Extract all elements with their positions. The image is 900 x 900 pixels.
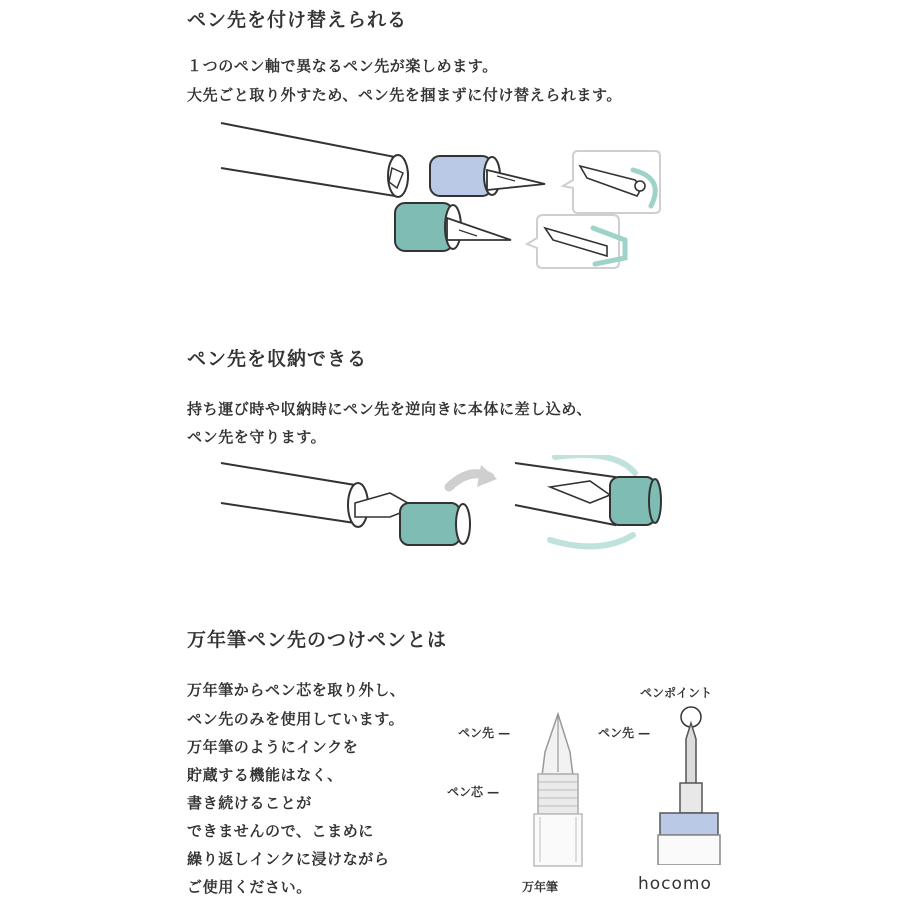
label-pen-core: ペン芯 — [447, 785, 500, 799]
section3-line-1: 万年筆からペン芯を取り外し、 [187, 681, 406, 699]
fountain-pen-illustration [520, 712, 595, 867]
label-fountain-pen: 万年筆 [522, 880, 559, 894]
nib-swap-illustration [215, 118, 675, 278]
section2-title: ペン先を収納できる [187, 348, 368, 370]
label-pen-point: ペンポイント [640, 686, 713, 700]
hocomo-pen-illustration [650, 705, 725, 865]
label-hocomo: hocomo [638, 874, 712, 894]
blue-nib-unit [430, 156, 545, 196]
label-pen-tip-right: ペン先 — [598, 726, 651, 740]
section1-title: ペン先を付け替えられる [187, 9, 408, 31]
pen-body-stored [515, 455, 661, 546]
pen-body [221, 123, 408, 197]
section3-line-6: できませんので、こまめに [187, 822, 374, 840]
section1-line-2: 大先ごと取り外すため、ペン先を掴まずに付け替えられます。 [187, 86, 623, 104]
section3-line-7: 繰り返しインクに浸けながら [187, 850, 390, 868]
section2-line-1: 持ち運び時や収納時にペン先を逆向きに本体に差し込め、 [187, 400, 593, 418]
section2-line-2: ペン先を守ります。 [187, 428, 327, 446]
section3-title: 万年筆ペン先のつけペンとは [187, 629, 448, 651]
section3-line-3: 万年筆のようにインクを [187, 738, 359, 756]
nib-callout-bottom [527, 215, 625, 268]
pen-body-storage [221, 463, 470, 545]
section3-line-4: 貯蔵する機能はなく、 [187, 766, 343, 784]
section1-line-1: １つのペン軸で異なるペン先が楽しめます。 [187, 57, 498, 75]
nib-storage-illustration [215, 455, 675, 555]
label-pen-tip-left: ペン先 — [458, 726, 511, 740]
section3-line-5: 書き続けることが [187, 794, 312, 812]
section3-line-8: ご使用ください。 [187, 878, 312, 896]
section3-line-2: ペン先のみを使用しています。 [187, 710, 405, 728]
nib-callout-top [563, 151, 660, 213]
teal-nib-unit [395, 203, 511, 251]
